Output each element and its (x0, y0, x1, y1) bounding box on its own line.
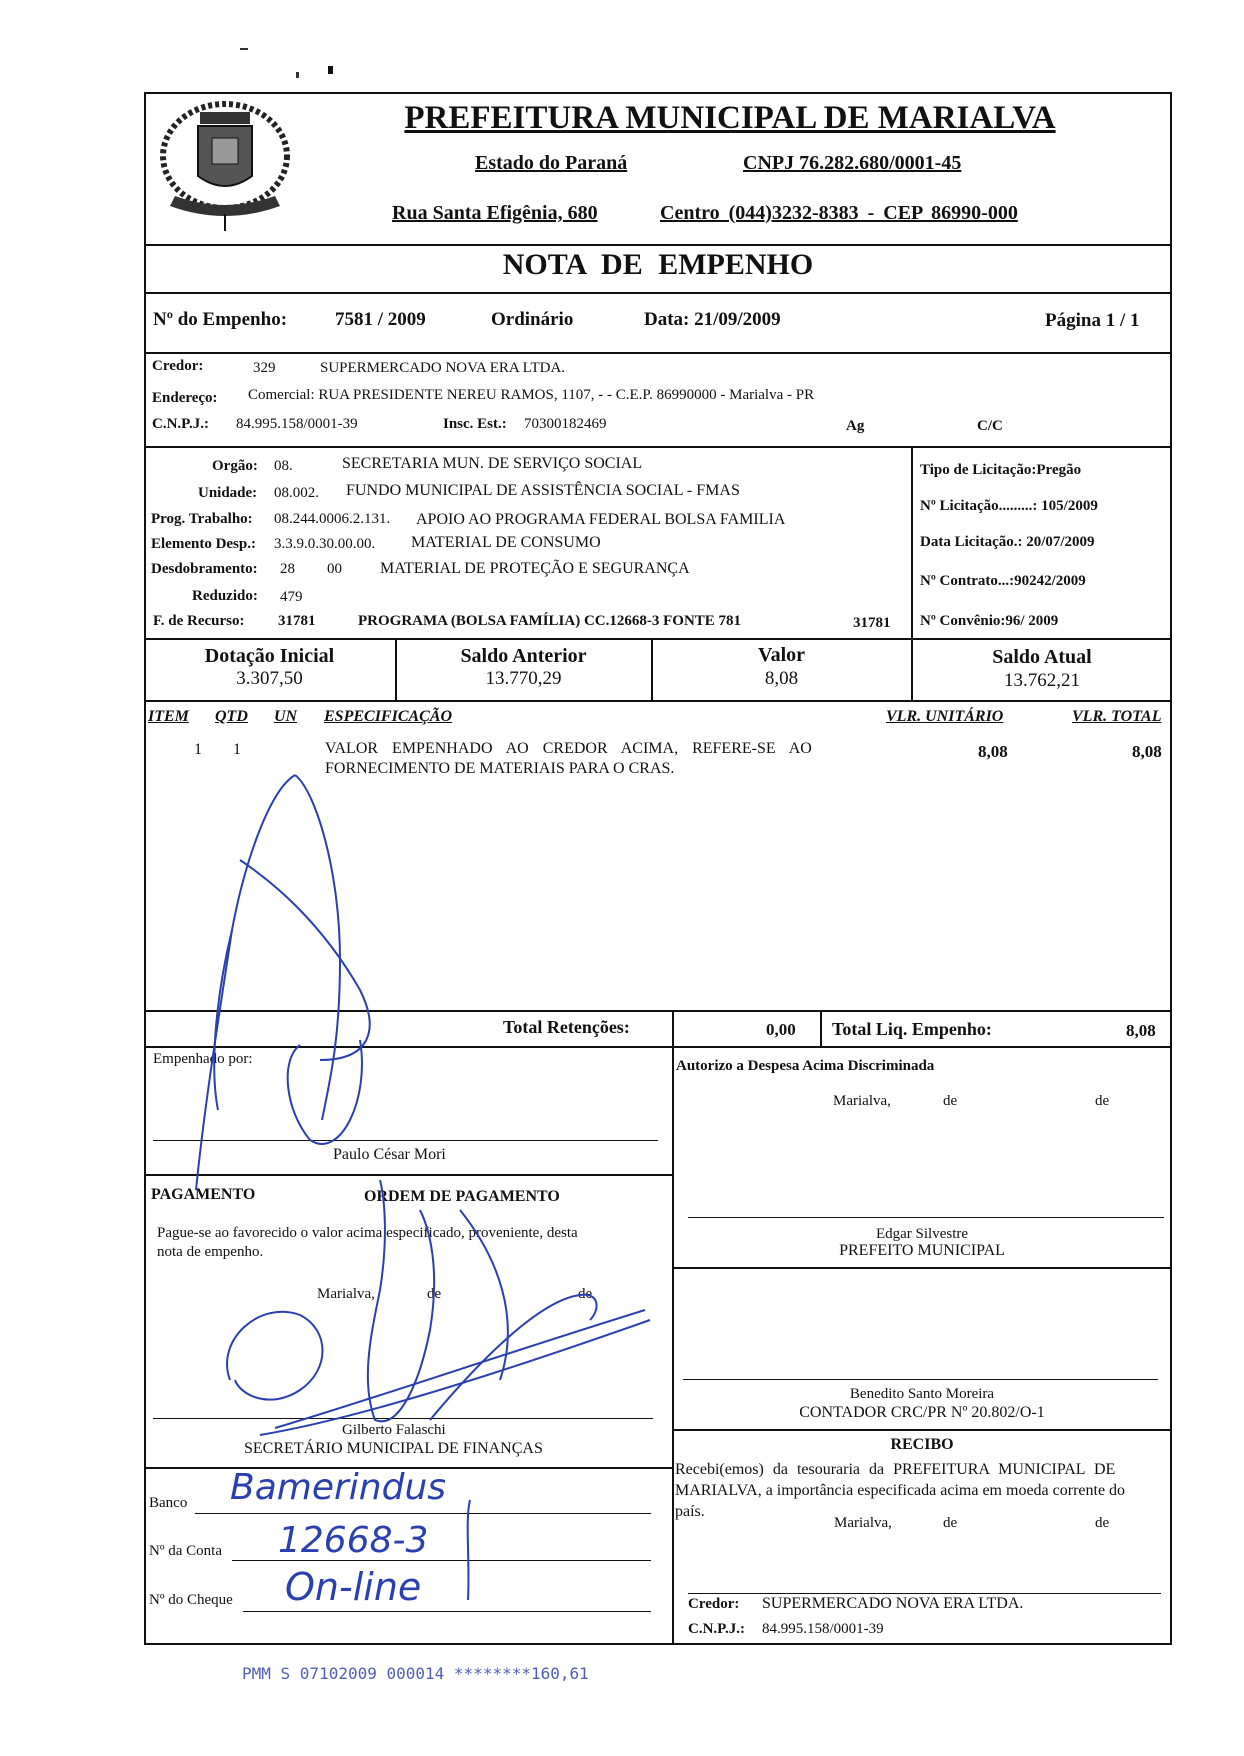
recibo-text-2: MARIALVA, a importância especificada acima em moeda corrente do (675, 1482, 1126, 1499)
banco-label: Banco (149, 1495, 188, 1511)
pagamento-de-1: de (427, 1286, 442, 1302)
elem-code: 3.3.9.0.30.00.00. (274, 536, 376, 552)
pagamento-de-2: de (578, 1286, 593, 1302)
elem-label: Elemento Desp.: (151, 536, 256, 552)
pagamento-label: PAGAMENTO (151, 1186, 256, 1203)
desd-label: Desdobramento: (151, 561, 258, 577)
credor-address: Comercial: RUA PRESIDENTE NEREU RAMOS, 1107, - - C.E.P. 86990000 - Marialva - PR (248, 387, 815, 403)
conta-handwritten: 12668-3 (278, 1520, 429, 1561)
autorizo-de-2: de (1095, 1093, 1110, 1109)
retencoes-label: Total Retenções: (503, 1017, 630, 1037)
doc-title: NOTA DE EMPENHO (502, 248, 814, 281)
prog-code: 08.244.0006.2.131. (274, 511, 391, 527)
recibo-de-2: de (1095, 1515, 1110, 1531)
col-total: VLR. TOTAL (1072, 708, 1162, 725)
insc-value: 70300182469 (524, 416, 607, 432)
recibo-credor-label: Credor: (688, 1596, 740, 1612)
empenho-number: 7581 / 2009 (335, 309, 426, 330)
cheque-label: Nº do Cheque (149, 1592, 233, 1608)
item-spec-line-1: VALOR EMPENHADO AO CREDOR ACIMA, REFERE-SE AO (325, 740, 812, 757)
insc-label: Insc. Est.: (443, 416, 507, 432)
recibo-label: RECIBO (890, 1436, 954, 1453)
item-total: 8,08 (1132, 742, 1162, 761)
credor-cnpj: 84.995.158/0001-39 (236, 416, 358, 432)
credor-name: SUPERMERCADO NOVA ERA LTDA. (320, 360, 566, 376)
prog-name: APOIO AO PROGRAMA FEDERAL BOLSA FAMILIA (416, 511, 786, 528)
state-label: Estado do Paraná (475, 152, 628, 174)
recibo-credor-name: SUPERMERCADO NOVA ERA LTDA. (762, 1595, 1024, 1612)
prefeito-role: PREFEITO MUNICIPAL (839, 1242, 1005, 1259)
valor-value: 8,08 (764, 668, 799, 689)
empenhado-name: Paulo César Mori (333, 1146, 446, 1163)
recibo-place: Marialva, (834, 1515, 892, 1531)
unidade-name: FUNDO MUNICIPAL DE ASSISTÊNCIA SOCIAL - FMAS (346, 482, 740, 499)
autorizo-place: Marialva, (833, 1093, 891, 1109)
item-spec-line-2: FORNECIMENTO DE MATERIAIS PARA O CRAS. (325, 760, 675, 777)
atual-value: 13.762,21 (1004, 670, 1080, 691)
address-field-label: Endereço: (152, 390, 218, 406)
recibo-cnpj: 84.995.158/0001-39 (762, 1621, 884, 1637)
retencoes-value: 0,00 (766, 1020, 796, 1039)
pagamento-text-1: Pague-se ao favorecido o valor acima especificado, proveniente, desta (157, 1225, 578, 1241)
pagamento-signer-role: SECRETÁRIO MUNICIPAL DE FINANÇAS (244, 1440, 543, 1457)
prog-label: Prog. Trabalho: (151, 511, 253, 527)
licitacao-numero: Nº Licitação.........: 105/2009 (920, 498, 1098, 514)
orgao-name: SECRETARIA MUN. DE SERVIÇO SOCIAL (342, 455, 643, 472)
orgao-label: Orgão: (212, 458, 258, 474)
prefeito-name: Edgar Silvestre (875, 1226, 969, 1242)
convenio-numero: Nº Convênio:96/ 2009 (920, 613, 1059, 629)
anterior-label: Saldo Anterior (460, 645, 587, 667)
recurso-label: F. de Recurso: (153, 613, 245, 629)
elem-name: MATERIAL DE CONSUMO (411, 534, 601, 551)
liquido-value: 8,08 (1126, 1021, 1156, 1040)
reduz-code: 479 (280, 589, 303, 605)
credor-code: 329 (253, 360, 276, 376)
empenho-number-label: Nº do Empenho: (153, 309, 288, 330)
ordem-pagamento-label: ORDEM DE PAGAMENTO (364, 1188, 560, 1205)
item-unit-price: 8,08 (978, 742, 1008, 761)
desd-name: MATERIAL DE PROTEÇÃO E SEGURANÇA (380, 560, 690, 577)
recibo-text-1: Recebi(emos) da tesouraria da PREFEITURA MUNICIPAL DE (675, 1461, 1116, 1478)
col-unit: VLR. UNITÁRIO (886, 708, 1004, 725)
cnpj-label: CNPJ 76.282.680/0001-45 (743, 152, 962, 174)
empenho-type: Ordinário (491, 309, 574, 330)
address-label: Rua Santa Efigênia, 680 (392, 202, 598, 224)
item-qty: 1 (233, 741, 241, 758)
item-number: 1 (194, 741, 202, 758)
contador-role: CONTADOR CRC/PR Nº 20.802/O-1 (799, 1404, 1045, 1421)
banco-handwritten: Bamerindus (230, 1467, 447, 1508)
cheque-handwritten: On-line (285, 1565, 422, 1609)
autorizo-de-1: de (943, 1093, 958, 1109)
conta-label: Nº da Conta (149, 1543, 222, 1559)
dotacao-value: 3.307,50 (236, 668, 303, 689)
recurso-name: PROGRAMA (BOLSA FAMÍLIA) CC.12668-3 FONTE 781 (358, 613, 742, 629)
cc-label: C/C (977, 418, 1003, 434)
contact-label: Centro (044)3232-8383 - CEP 86990-000 (660, 202, 1018, 224)
pagamento-signer: Gilberto Falaschi (342, 1422, 446, 1438)
cnpj-field-label: C.N.P.J.: (152, 416, 209, 432)
col-spec: ESPECIFICAÇÃO (324, 708, 453, 725)
licitacao-tipo: Tipo de Licitação:Pregão (920, 462, 1082, 478)
licitacao-data: Data Licitação.: 20/07/2009 (920, 534, 1095, 550)
valor-label: Valor (757, 644, 806, 666)
dotacao-label: Dotação Inicial (204, 645, 335, 667)
ag-label: Ag (846, 418, 865, 434)
recibo-text-3: país. (675, 1503, 705, 1520)
pagamento-place: Marialva, (317, 1286, 375, 1302)
col-qtd: QTD (215, 708, 248, 725)
col-item: ITEM (148, 708, 189, 725)
reduz-label: Reduzido: (192, 588, 258, 604)
processing-stamp: PMM S 07102009 000014 ********160,61 (242, 1664, 589, 1683)
recurso-code: 31781 (278, 613, 316, 629)
unidade-code: 08.002. (274, 485, 319, 501)
desd-sub: 00 (327, 561, 342, 577)
page-title: PREFEITURA MUNICIPAL DE MARIALVA (404, 100, 1056, 136)
empenhado-label: Empenhado por: (153, 1051, 253, 1067)
recibo-cnpj-label: C.N.P.J.: (688, 1621, 745, 1637)
pagamento-text-2: nota de empenho. (157, 1244, 264, 1260)
empenho-date: Data: 21/09/2009 (644, 309, 781, 330)
anterior-value: 13.770,29 (485, 668, 562, 689)
contador-name: Benedito Santo Moreira (849, 1386, 995, 1402)
atual-label: Saldo Atual (992, 646, 1092, 668)
contrato-numero: Nº Contrato...:90242/2009 (920, 573, 1086, 589)
col-un: UN (274, 708, 298, 725)
orgao-code: 08. (274, 458, 293, 474)
unidade-label: Unidade: (198, 485, 258, 501)
liquido-label: Total Liq. Empenho: (832, 1019, 992, 1039)
recurso-code-2: 31781 (853, 615, 891, 631)
page-number: Página 1 / 1 (1045, 310, 1140, 331)
recibo-de-1: de (943, 1515, 958, 1531)
credor-label: Credor: (152, 358, 204, 374)
autorizo-label: Autorizo a Despesa Acima Discriminada (676, 1058, 935, 1074)
desd-code: 28 (280, 561, 295, 577)
